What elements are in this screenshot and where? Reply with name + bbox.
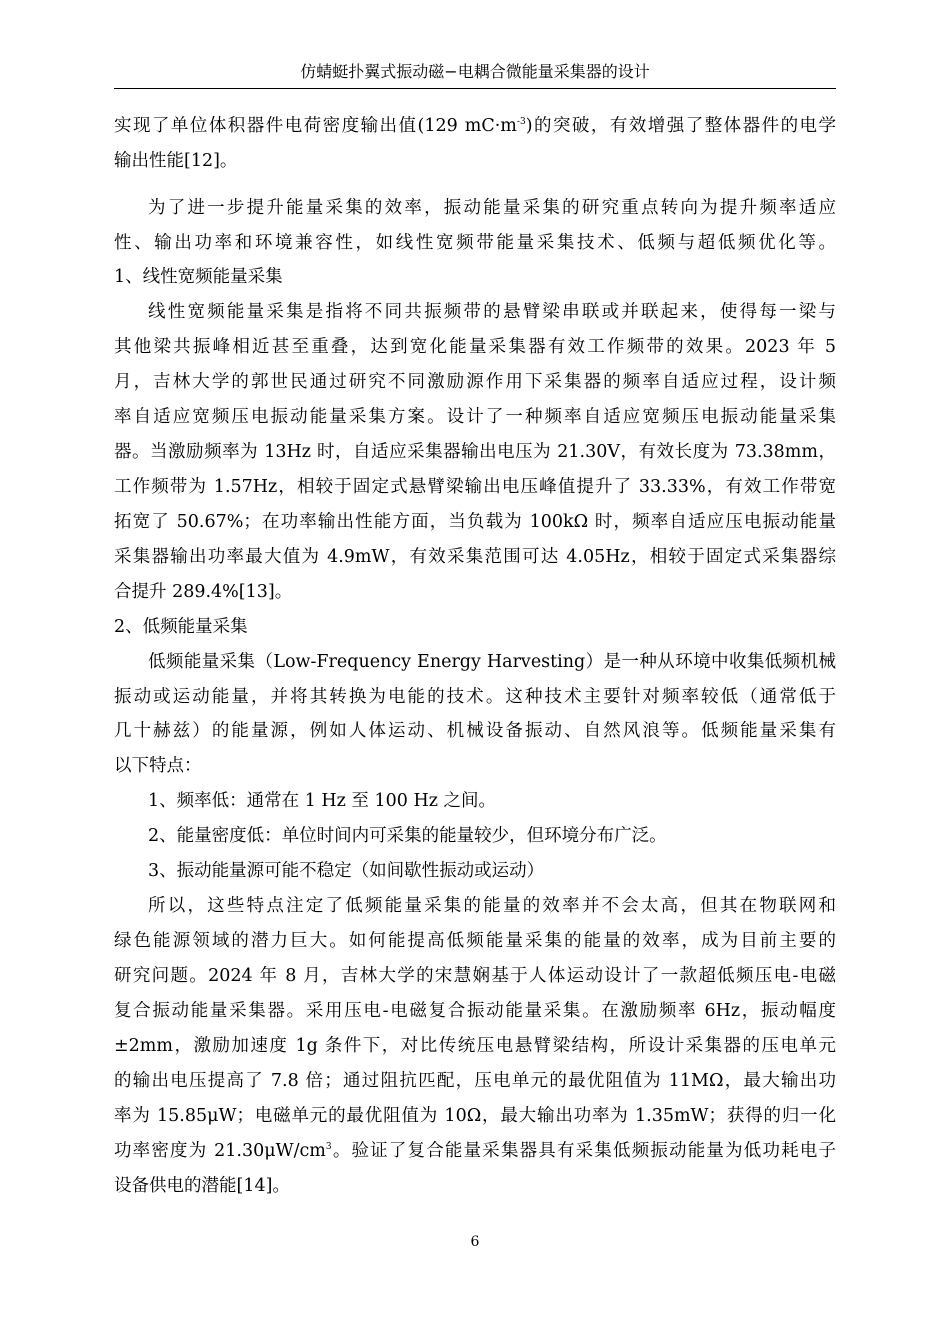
body-line: 合提升 289.4%[13]。 — [114, 582, 293, 602]
body-line: 低频能量采集（Low-Frequency Energy Harvesting）是一种从环境中收集低频机械 — [148, 652, 836, 672]
body-line: 输出性能[12]。 — [114, 151, 238, 171]
body-line: 振动或运动能量，并将其转换为电能的技术。这种技术主要针对频率较低（通常低于 — [114, 687, 836, 707]
page-header: 仿蜻蜓扑翼式振动磁−电耦合微能量采集器的设计 — [300, 62, 650, 81]
body-line: 线性宽频能量采集是指将不同共振频带的悬臂梁串联或并联起来，使得每一梁与 — [148, 302, 836, 322]
body-line: 复合振动能量采集器。采用压电-电磁复合振动能量采集。在激励频率 6Hz，振动幅度 — [114, 1001, 836, 1021]
body-line: 几十赫兹）的能量源，例如人体运动、机械设备振动、自然风浪等。低频能量采集有 — [114, 721, 836, 741]
line-text: 。验证了复合能量采集器具有采集低频振动能量为低功耗电子 — [331, 1141, 836, 1161]
line-text: 功率密度为 21.30μW/cm — [114, 1141, 326, 1161]
body-line: 率为 15.85μW；电磁单元的最优阻值为 10Ω，最大输出功率为 1.35mW；获得的归一化 — [114, 1106, 836, 1126]
list-item: 3、振动能量源可能不稳定（如间歇性振动或运动） — [148, 861, 545, 881]
body-line: 工作频带为 1.57Hz，相较于固定式悬臂梁输出电压峰值提升了 33.33%，有效工作带宽 — [114, 477, 836, 497]
body-line: 研究问题。2024 年 8 月，吉林大学的宋慧娴基于人体运动设计了一款超低频压电-电磁 — [114, 966, 836, 986]
header-rule — [114, 88, 836, 89]
page-number: 6 — [470, 1234, 480, 1250]
body-line: 器。当激励频率为 13Hz 时，自适应采集器输出电压为 21.30V，有效长度为 73.38mm， — [114, 442, 836, 462]
section-heading: 2、低频能量采集 — [114, 617, 248, 637]
body-line: 采集器输出功率最大值为 4.9mW，有效采集范围可达 4.05Hz，相较于固定式采集器综 — [114, 547, 836, 567]
body-line: 为了进一步提升能量采集的效率，振动能量采集的研究重点转向为提升频率适应 — [148, 198, 836, 218]
body-line: 绿色能源领域的潜力巨大。如何能提高低频能量采集的能量的效率，成为目前主要的 — [114, 931, 836, 951]
section-heading: 1、线性宽频能量采集 — [114, 267, 283, 287]
list-item: 1、频率低：通常在 1 Hz 至 100 Hz 之间。 — [148, 791, 497, 811]
body-line: 设备供电的潜能[14]。 — [114, 1176, 290, 1196]
body-line: 所以，这些特点注定了低频能量采集的能量的效率并不会太高，但其在物联网和 — [148, 896, 836, 916]
body-line: 率自适应宽频压电振动能量采集方案。设计了一种频率自适应宽频压电振动能量采集 — [114, 407, 836, 427]
body-line: 其他梁共振峰相近甚至重叠，达到宽化能量采集器有效工作频带的效果。2023 年 5 — [114, 337, 836, 357]
body-line: 性、输出功率和环境兼容性，如线性宽频带能量采集技术、低频与超低频优化等。 — [114, 233, 836, 253]
line-text: 实现了单位体积器件电荷密度输出值(129 mC·m — [114, 116, 517, 136]
body-line: 以下特点： — [114, 756, 202, 776]
line-text: )的突破，有效增强了整体器件的电学 — [525, 116, 837, 136]
body-line: ±2mm，激励加速度 1g 条件下，对比传统压电悬臂梁结构，所设计采集器的压电单元 — [114, 1036, 836, 1056]
superscript: 3 — [325, 1142, 332, 1152]
body-line: 月，吉林大学的郭世民通过研究不同激励源作用下采集器的频率自适应过程，设计频 — [114, 372, 836, 392]
body-line: 拓宽了 50.67%；在功率输出性能方面，当负载为 100kΩ 时，频率自适应压电振动能量 — [114, 512, 836, 532]
body-line: 的输出电压提高了 7.8 倍；通过阻抗匹配，压电单元的最优阻值为 11MΩ，最大输出功 — [114, 1071, 836, 1091]
body-line — [114, 1139, 836, 1163]
body-line — [114, 114, 836, 138]
list-item: 2、能量密度低：单位时间内可采集的能量较少，但环境分布广泛。 — [148, 826, 667, 846]
superscript: -3 — [516, 117, 526, 127]
